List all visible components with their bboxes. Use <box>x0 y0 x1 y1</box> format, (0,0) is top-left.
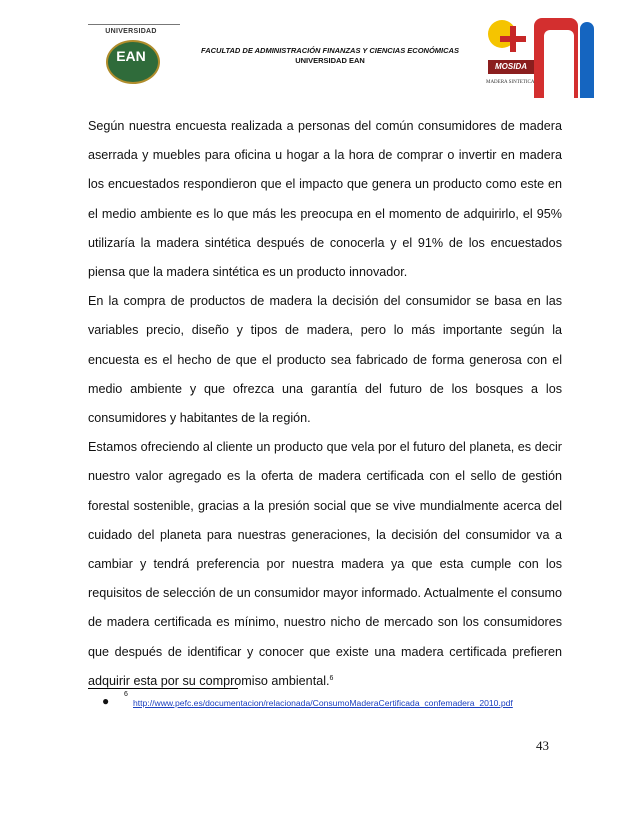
footnote-link[interactable]: http://www.pefc.es/documentacion/relacionada/ConsumoMaderaCertificada_confemadera_2010.pdf <box>133 698 513 708</box>
madera-sintetica-logo <box>482 14 602 104</box>
university-name: UNIVERSIDAD EAN <box>295 56 365 65</box>
paragraph-1: Según nuestra encuesta realizada a personas del común consumidores de madera aserrada y muebles para oficina u hogar a la hora de comprar o invertir en madera los encuestados respondieron que el impacto que genera un producto como este en el medio ambiente es lo que más les preocupa en el momento de adquirirlo, el 95% utilizaría la madera sintética después de conocerla y el 91% de los encuestados piensa que la madera sintética es un producto innovador. <box>88 119 562 280</box>
faculty-name: FACULTAD DE ADMINISTRACIÓN FINANZAS Y CIENCIAS ECONÓMICAS <box>201 46 459 55</box>
page-number: 43 <box>536 738 549 753</box>
logo-subtitle: MADERA SINTETICA <box>486 80 535 85</box>
header-rule <box>88 24 180 25</box>
footnote-number: 6 <box>124 691 128 698</box>
logo-brand-label: MOSIDA <box>488 60 534 74</box>
paragraph-3 <box>88 433 562 696</box>
logo-cross-icon <box>500 26 526 52</box>
ean-logo <box>98 28 164 78</box>
footnote-bullet-icon: ● <box>102 694 110 708</box>
logo-blue-bar <box>580 22 594 98</box>
footnote-reference: 6 <box>329 674 334 682</box>
header-title <box>180 46 480 66</box>
ean-logo-top-text: UNIVERSIDAD <box>105 28 157 35</box>
ean-logo-text: EAN <box>116 48 146 64</box>
logo-white-inset <box>544 30 574 98</box>
footnote-rule <box>88 688 238 689</box>
paragraph-2: En la compra de productos de madera la decisión del consumidor se basa en las variables precio, diseño y tipos de madera, pero lo más importante según la encuesta es el hecho de que el producto sea fabricado de forma generosa con el medio ambiente y que ofrezca una garantía del futuro de los bosques a los consumidores y habitantes de la región. <box>88 294 562 426</box>
body-text <box>88 112 562 696</box>
paragraph-3-text: Estamos ofreciendo al cliente un producto que vela por el futuro del planeta, es decir nuestro valor agregado es la oferta de madera certificada con el sello de gestión forestal sostenible, gracias a la presión social que se vive mundialmente acerca del cuidado del planeta para nuestras generaciones, la decisión del consumidor va a cambiar y tendrá preferencia por nuestra madera ya que esta cumple con los requisitos de selección de un consumidor mayor informado. Actualmente el consumo de madera certificada es mínimo, nuestro nicho de mercado son los consumidores que después de identificar y conocer que existe una madera certificada prefieren adquirir esta por su compromiso ambiental. <box>88 440 562 688</box>
